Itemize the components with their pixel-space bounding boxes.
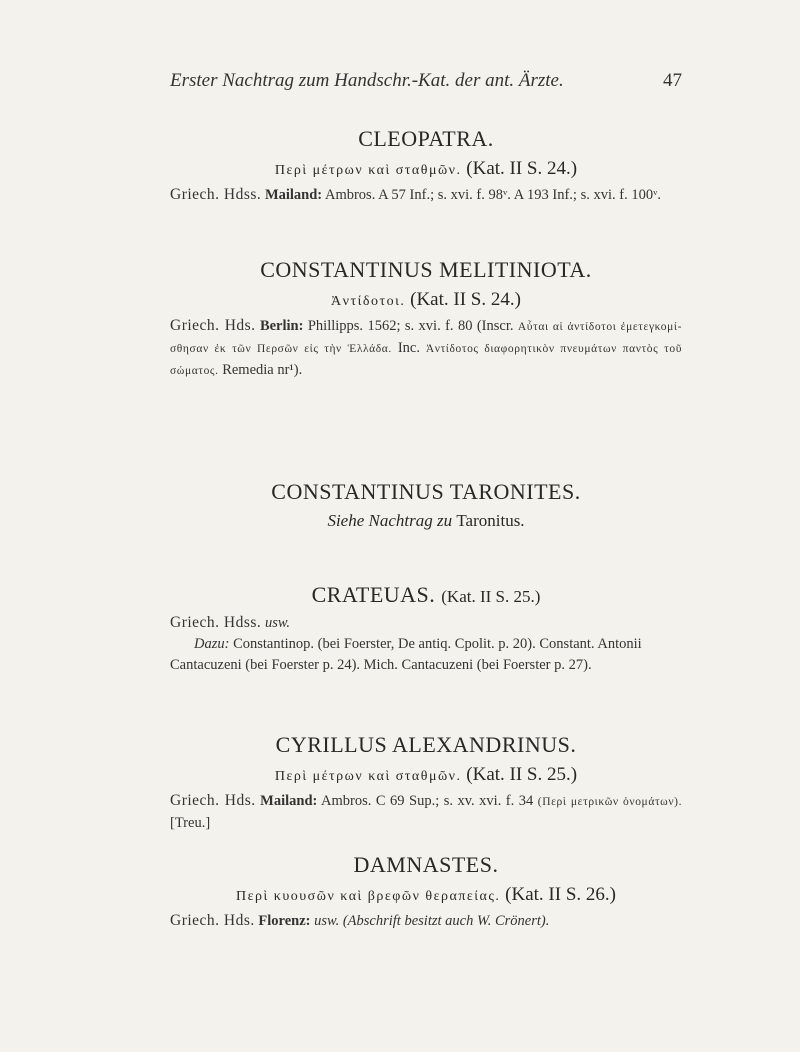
entry-crateuas bbox=[170, 582, 682, 676]
manuscript-line: Griech. Hdss. usw. bbox=[170, 614, 291, 631]
dazu-line: Dazu: Constantinop. (bei Foerster, De antiq. Cpolit. p. 20). Constant. Antonii bbox=[194, 636, 642, 652]
page-number: 47 bbox=[663, 70, 682, 91]
manuscript-line: Griech. Hdss. Mailand: Ambros. A 57 Inf.; s. xvi. f. 98ᵛ. A 193 Inf.; s. xvi. f. 100ᵛ. bbox=[170, 186, 661, 203]
entry-damnastes bbox=[170, 852, 682, 932]
work-title: Ἀντίδοτοι. (Kat. II S. 24.) bbox=[331, 289, 521, 310]
work-title: Περὶ μέτρων καὶ σταθμῶν. (Kat. II S. 25.) bbox=[274, 764, 578, 785]
entry-heading: CYRILLUS ALEXANDRINUS. bbox=[275, 732, 577, 757]
dazu-line-continued: Cantacuzeni (bei Foerster p. 24). Mich. Cantacuzeni (bei Foerster p. 27). bbox=[170, 657, 592, 673]
manuscript-line: Griech. Hds. Berlin: Phillipps. 1562; s. xvi. f. 80 (Inscr. Αὗται αἱ ἀντίδοτοι ἐμετεγκομί- σθησαν ἐκ τῶν Περσῶν εἰς τὴν Ἑλλάδα. Inc. Ἀντίδοτος διαφορητικὸν πνευμάτων παντὸς τοῦ σώματος. Remedia nr¹). bbox=[170, 317, 683, 378]
entry-heading: CLEOPATRA. bbox=[358, 126, 494, 151]
cross-reference: Siehe Nachtrag zu Taronitus. bbox=[327, 511, 525, 530]
entry-heading: DAMNASTES. bbox=[353, 852, 499, 877]
entry-cleopatra bbox=[170, 126, 682, 206]
running-head-title: Erster Nachtrag zum Handschr.-Kat. der ant. Ärzte. bbox=[170, 70, 564, 91]
entry-heading: CONSTANTINUS MELITINIOTA. bbox=[260, 257, 592, 282]
work-title: Περὶ κυουσῶν καὶ βρεφῶν θεραπείας. (Kat. II S. 26.) bbox=[236, 884, 616, 905]
entry-constantinus-taronites bbox=[170, 479, 682, 531]
manuscript-line: Griech. Hds. Mailand: Ambros. C 69 Sup.; s. xv. xvi. f. 34 (Περὶ μετρικῶν ὀνομάτων). [Treu.] bbox=[170, 792, 683, 831]
entry-cyrillus-alexandrinus bbox=[170, 732, 682, 834]
manuscript-line: Griech. Hds. Florenz: usw. (Abschrift besitzt auch W. Crönert). bbox=[170, 912, 550, 929]
entry-heading: CRATEUAS. (Kat. II S. 25.) bbox=[311, 582, 541, 607]
work-title: Περὶ μέτρων καὶ σταθμῶν. (Kat. II S. 24.) bbox=[274, 158, 578, 179]
entry-constantinus-melitiniota bbox=[170, 257, 682, 382]
entry-heading: CONSTANTINUS TARONITES. bbox=[271, 479, 581, 504]
